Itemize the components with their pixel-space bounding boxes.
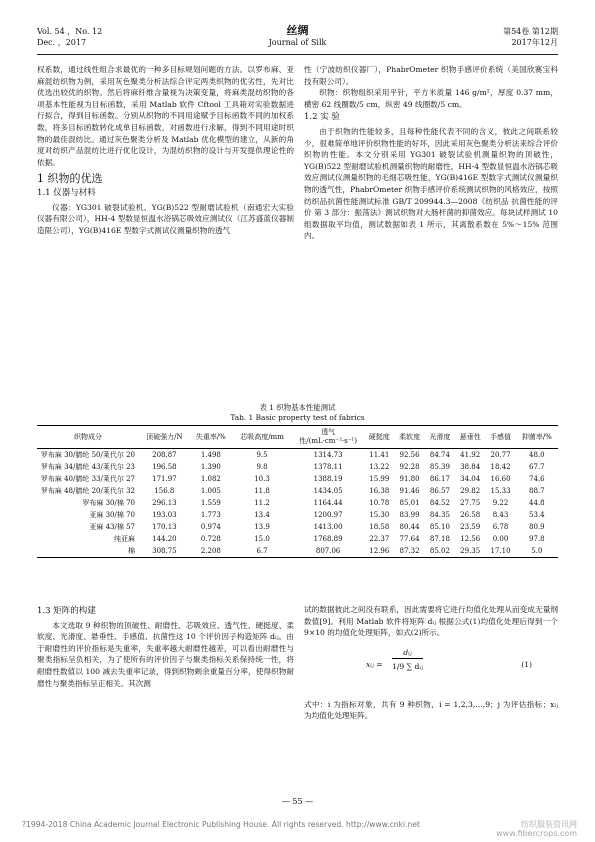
header-right bbox=[503, 26, 558, 48]
left-column-bottom bbox=[37, 604, 294, 689]
equation-denominator: 1/9 ∑ dᵢⱼ bbox=[392, 662, 423, 672]
col-header: 光滑度 bbox=[425, 426, 455, 449]
table-cell: 85.02 bbox=[425, 545, 455, 558]
table-cell: 29.35 bbox=[455, 545, 485, 558]
table-cell: 9.5 bbox=[256, 451, 268, 459]
col-header: 硬挺度 bbox=[364, 426, 394, 449]
table-cell: 67.7 bbox=[529, 463, 545, 471]
col-header: 失重率/% bbox=[190, 426, 232, 449]
table-cell: 91.80 bbox=[399, 475, 420, 483]
journal-title-cn: 丝绸 bbox=[286, 24, 309, 37]
table-cell: 15.33 bbox=[490, 487, 511, 495]
table-cell: 1.390 bbox=[200, 463, 221, 471]
fabric-name-cell: 棉 bbox=[37, 545, 139, 558]
table-row bbox=[37, 485, 558, 497]
table-cell: 1.498 bbox=[200, 451, 221, 459]
journal-title-en: Journal of Silk bbox=[268, 38, 327, 47]
table-cell: 84.74 bbox=[429, 451, 450, 459]
table-cell: 29.82 bbox=[460, 487, 481, 495]
table-row bbox=[37, 521, 558, 533]
table-cell: 12.56 bbox=[460, 535, 481, 543]
page-number: — 55 — bbox=[281, 797, 314, 806]
subsection-heading: 1.2 实 验 bbox=[304, 112, 340, 123]
watermark-line: 纺织服装资讯网 bbox=[521, 820, 577, 829]
table-cell: 13.9 bbox=[254, 523, 270, 531]
paragraph: 性（宁波纺织仪器厂），PhabrOmeter 织物手感评价系统（美国欣赛宝科技有限公司）。 bbox=[304, 65, 558, 86]
fabric-name-cell: 罗布麻 30/棉 70 bbox=[82, 499, 135, 507]
table-cell: 1.082 bbox=[200, 475, 221, 483]
table-cell: 48.0 bbox=[529, 451, 545, 459]
table-row bbox=[37, 497, 558, 509]
table-cell: 38.84 bbox=[460, 463, 481, 471]
table-row bbox=[37, 545, 558, 558]
col-header: 透气性/(mL·cm⁻²·s⁻¹) bbox=[292, 426, 364, 449]
table-cell: 1314.73 bbox=[313, 451, 343, 459]
equation-1 bbox=[304, 643, 558, 695]
page-header bbox=[37, 22, 558, 55]
table-cell: 87.18 bbox=[429, 535, 450, 543]
table-cell: 85.10 bbox=[429, 523, 450, 531]
table-cell: 0.00 bbox=[492, 535, 509, 543]
table-cell: 296.13 bbox=[152, 499, 177, 507]
table-row bbox=[37, 461, 558, 473]
table-cell: 0.728 bbox=[200, 535, 221, 543]
table-header-row bbox=[37, 426, 558, 449]
table-cell: 1388.19 bbox=[313, 475, 343, 483]
table-cell: 86.57 bbox=[429, 487, 450, 495]
table-cell: 1.559 bbox=[200, 499, 221, 507]
table-cell: 1.773 bbox=[200, 511, 221, 519]
table-cell: 86.17 bbox=[429, 475, 450, 483]
table-cell: 193.03 bbox=[152, 511, 177, 519]
table-cell: 85.39 bbox=[429, 463, 450, 471]
table-cell: 2.208 bbox=[190, 545, 232, 558]
table-cell: 77.64 bbox=[399, 535, 420, 543]
paragraph: 仪器：YG301 破裂试验机、YG(B)522 型耐磨试验机（南通宏大实验仪器有限公司），HH-4 型数显恒温水浴锅芯吸效应测试仪（江苏盛蓝仪器制造限公司），YG(B)416E 型数字式测试仪测量织物的透气 bbox=[37, 202, 294, 235]
table-cell: 84.52 bbox=[429, 499, 450, 507]
table-cell: 22.37 bbox=[369, 535, 390, 543]
table-cell: 5.0 bbox=[516, 545, 558, 558]
fabric-name-cell: 罗布麻 34/腈纶 43/莱代尔 23 bbox=[40, 463, 135, 471]
table-cell: 10.3 bbox=[254, 475, 270, 483]
col-header: 顶破强力/N bbox=[139, 426, 190, 449]
table-cell: 171.97 bbox=[152, 475, 177, 483]
right-column-bottom bbox=[304, 604, 558, 722]
table-cell: 9.22 bbox=[492, 499, 509, 507]
paragraph: 本文选取 9 种织物的顶破性、耐磨性、芯吸效应、透气性、硬挺度、柔软度、光滑度、悬垂性、手感值、抗菌性这 10 个评价因子构造矩阵 dᵢⱼ。由于耐磨性的评价指标是失重率，失重率越大耐磨性越差，可以看出耐磨性与聚类指标呈负相关，为了使所有的评价因子与聚类指标关系保持统一性，将耐磨性数值以 100 减去失重率记录，得到织物剩余重量百分率，使得织物耐磨性与聚类指标呈正相关。其次测 bbox=[37, 620, 294, 688]
table-cell: 53.4 bbox=[529, 511, 545, 519]
table-cell: 44.8 bbox=[529, 499, 545, 507]
table-cell: 13.22 bbox=[369, 463, 390, 471]
table-cell: 1164.44 bbox=[313, 499, 343, 507]
issue-date: Dec. ，2017 bbox=[37, 38, 87, 47]
table-cell: 26.58 bbox=[460, 511, 481, 519]
table-cell: 9.8 bbox=[256, 463, 268, 471]
table-cell: 15.30 bbox=[369, 511, 390, 519]
watermark bbox=[496, 820, 577, 838]
table-cell: 16.38 bbox=[369, 487, 390, 495]
table-caption-en: Tab. 1 Basic property test of fabrics bbox=[230, 413, 365, 422]
col-header: 悬垂性 bbox=[455, 426, 485, 449]
volume-issue-cn: 第54卷 第12期 bbox=[503, 27, 558, 36]
paragraph: 织物：织物组织采用平针，平方米质量 146 g/m²，厚度 0.37 mm，横密 62 线圈数/5 cm，纵密 49 线圈数/5 cm。 bbox=[304, 88, 558, 109]
subsection-heading: 1.3 矩阵的构建 bbox=[37, 606, 96, 616]
right-column-top bbox=[304, 64, 558, 242]
equation-lhs: xᵢⱼ = bbox=[366, 659, 383, 669]
table-row bbox=[37, 533, 558, 545]
table-cell: 6.78 bbox=[492, 523, 509, 531]
table-cell: 15.99 bbox=[369, 475, 390, 483]
table-cell: 20.77 bbox=[490, 451, 511, 459]
table-cell: 196.58 bbox=[152, 463, 177, 471]
table-cell: 91.46 bbox=[399, 487, 420, 495]
table-cell: 1768.89 bbox=[313, 535, 343, 543]
paragraph: 式中：i 为指标对象，共有 9 种织物，i = 1,2,3,…,9；j 为评估指标；xᵢⱼ 为均值化处理矩阵。 bbox=[304, 699, 558, 721]
fabric-property-table bbox=[37, 425, 558, 558]
table-cell: 18.58 bbox=[369, 523, 390, 531]
col-header: 柔软度 bbox=[394, 426, 424, 449]
table-cell: 80.44 bbox=[399, 523, 420, 531]
table-cell: 12.96 bbox=[364, 545, 394, 558]
col-header: 抑菌率/% bbox=[516, 426, 558, 449]
table-cell: 10.78 bbox=[369, 499, 390, 507]
table-cell: 34.04 bbox=[460, 475, 481, 483]
table-cell: 208.87 bbox=[152, 451, 177, 459]
fabric-name-cell: 亚麻 43/棉 57 bbox=[89, 523, 135, 531]
equation-fraction bbox=[392, 647, 423, 673]
table-cell: 170.13 bbox=[152, 523, 177, 531]
table-cell: 13.4 bbox=[254, 511, 270, 519]
table-cell: 308.75 bbox=[139, 545, 190, 558]
section-heading: 1 织物的优选 bbox=[37, 172, 103, 186]
table-cell: 23.59 bbox=[460, 523, 481, 531]
table-row bbox=[37, 449, 558, 462]
table-cell: 27.75 bbox=[460, 499, 481, 507]
table-cell: 807.06 bbox=[292, 545, 364, 558]
table-cell: 83.99 bbox=[399, 511, 420, 519]
table-cell: 1378.11 bbox=[313, 463, 343, 471]
table-cell: 0.974 bbox=[200, 523, 221, 531]
table-cell: 84.35 bbox=[429, 511, 450, 519]
table-caption-cn: 表 1 织物基本性能测试 bbox=[259, 403, 336, 412]
watermark-line: www.fibercrops.com bbox=[496, 829, 577, 838]
left-column-top bbox=[37, 64, 294, 236]
issue-date-cn: 2017年12月 bbox=[511, 38, 558, 47]
table-cell: 8.43 bbox=[492, 511, 509, 519]
table-cell: 41.92 bbox=[460, 451, 481, 459]
table-cell: 92.28 bbox=[399, 463, 420, 471]
table-cell: 15.0 bbox=[254, 535, 270, 543]
table-cell: 97.8 bbox=[529, 535, 545, 543]
table-cell: 1200.97 bbox=[313, 511, 343, 519]
table-cell: 144.20 bbox=[152, 535, 177, 543]
fabric-name-cell: 亚麻 30/棉 70 bbox=[89, 511, 135, 519]
table-cell: 92.56 bbox=[399, 451, 420, 459]
col-header: 芯吸高度/mm bbox=[232, 426, 292, 449]
table-cell: 87.32 bbox=[394, 545, 424, 558]
fabric-name-cell: 罗布麻 48/腈纶 20/莱代尔 32 bbox=[40, 487, 135, 495]
table-cell: 74.6 bbox=[529, 475, 545, 483]
volume-issue: Vol. 54 ，No. 12 bbox=[37, 27, 103, 36]
table-cell: 88.7 bbox=[529, 487, 545, 495]
table-cell: 6.7 bbox=[232, 545, 292, 558]
table-cell: 80.9 bbox=[529, 523, 545, 531]
col-header: 手感值 bbox=[485, 426, 515, 449]
table-cell: 1.005 bbox=[200, 487, 221, 495]
header-center bbox=[37, 22, 558, 47]
fabric-name-cell: 罗布麻 30/腈纶 50/莱代尔 20 bbox=[40, 451, 135, 459]
fabric-name-cell: 纯亚麻 bbox=[114, 535, 135, 543]
fabric-name-cell: 罗布麻 40/腈纶 33/莱代尔 27 bbox=[40, 475, 135, 483]
col-header: 织物成分 bbox=[37, 426, 139, 449]
paragraph: 权系数，通过线性组合求最优的一种多目标规划问题的方法。以罗布麻、亚麻混纺织物为例，采用灰色聚类分析法综合评定两类织物的优劣性，先对比优选出较优的织物。然后将麻纤维含量视为决策变量，将麻类混纺织物的各项基本性能视为目标函数，采用 Matlab 软件 Cftool 工具箱对实验数据进行拟合，得到目标函数。分别从织物的不同用途赋予目标函数不同的加权系数，将多目标函数转化成单目标函数，对函数进行求解，得到不同用途时织物的最佳混纺比。通过灰色聚类分析及 Matlab 优化模型的建立，从新的角度对纺织产品混纺比进行优化设计，为混纺织物的设计与开发提供理论性的依据。 bbox=[37, 65, 294, 167]
copyright-footer: ?1994-2018 China Academic Journal Electronic Publishing House. All rights reserved. http://www.cnki.net bbox=[22, 820, 421, 829]
table-cell: 11.41 bbox=[369, 451, 390, 459]
table-cell: 17.10 bbox=[485, 545, 515, 558]
equation-numerator: dᵢⱼ bbox=[392, 647, 423, 660]
table-cell: 1413.00 bbox=[313, 523, 343, 531]
table-cell: 1434.05 bbox=[313, 487, 343, 495]
paragraph: 试的数据彼此之间没有联系，因此需要将它进行均值化处理从而变成无量纲数值[9]。利用 Matlab 软件将矩阵 dᵢⱼ 根据公式(1)均值化处理后得到一个 9×10 的均值化处理矩阵，如式(2)所示。 bbox=[304, 605, 558, 638]
equation-number: (1) bbox=[521, 659, 532, 669]
table-cell: 85.01 bbox=[399, 499, 420, 507]
table-cell: 156.8 bbox=[154, 487, 175, 495]
table-row bbox=[37, 473, 558, 485]
table-cell: 11.8 bbox=[254, 487, 270, 495]
table-cell: 18.42 bbox=[490, 463, 511, 471]
subsection-heading: 1.1 仪器与材料 bbox=[37, 187, 96, 198]
paragraph: 由于织物的性能较多，且每种性能代表不同的含义，彼此之间联系较少，很难简单地评价织物性能的好坏，因此采用灰色聚类分析法来综合评价织物的性能。本文分别采用 YG301 破裂试验机测量织物的顶破性，YG(B)522 型耐磨试验机测量织物的耐磨性，HH-4 型数显恒温水浴锅芯吸效应测试仪测量织物的毛细芯吸性能，YG(B)416E 型数字式测试仪测量织物的透气性，PhabrOmeter 织物手感评价系统测试织物的风格效应，按照纺织品抗菌性能测试标准 GB/T 209944.3—2008《纺织品 抗菌性能的评价 第 3 部分：振荡法》测试织物对大肠杆菌的抑菌效应。每块试样测试 10 组数据取平均值，测试数据如表 1 所示，其离散系数在 5%～15% 范围内。 bbox=[304, 126, 558, 241]
table-cell: 16.60 bbox=[490, 475, 511, 483]
table-row bbox=[37, 509, 558, 521]
table-cell: 11.2 bbox=[254, 499, 270, 507]
